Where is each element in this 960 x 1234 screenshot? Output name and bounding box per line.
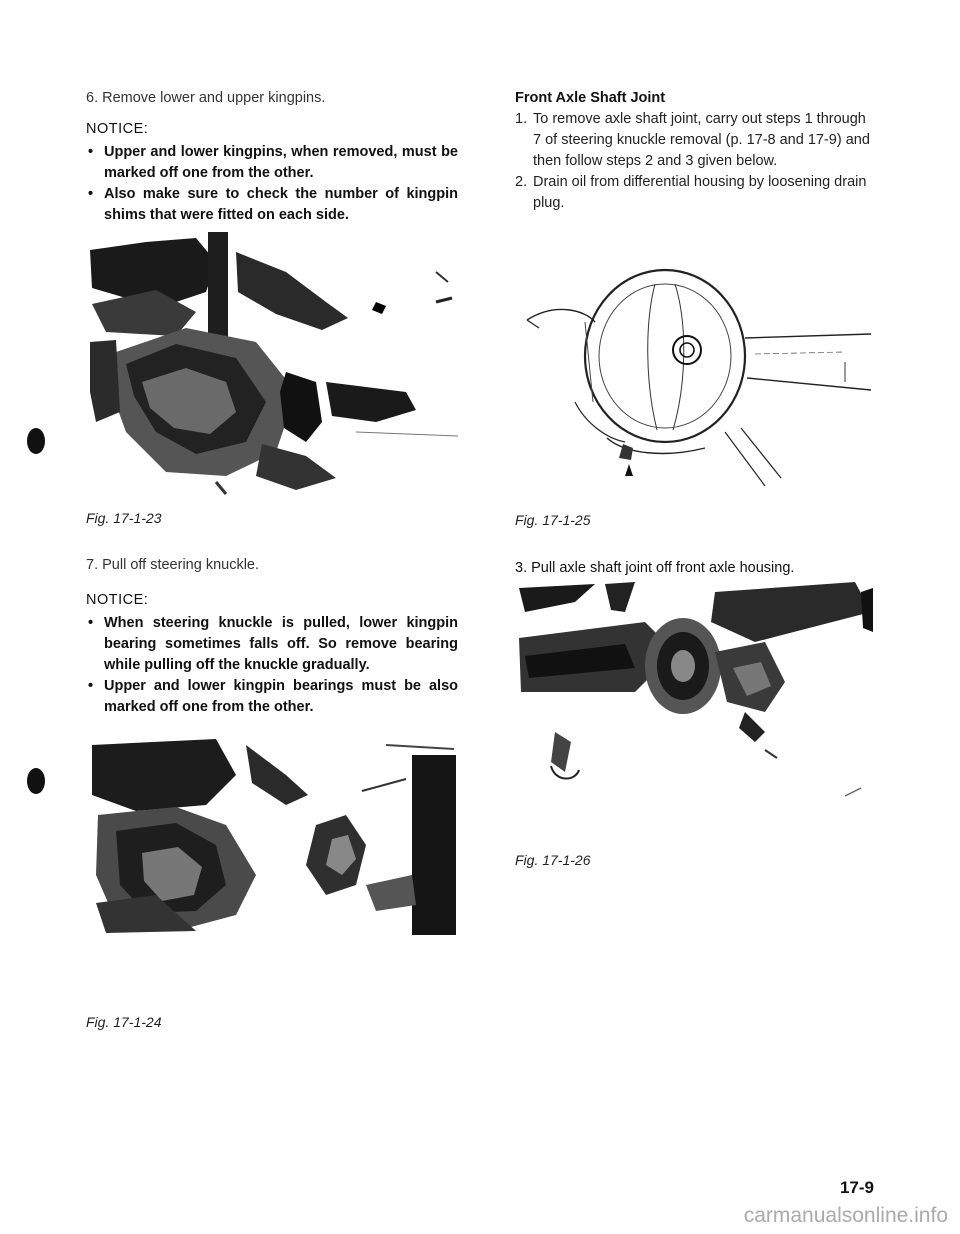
step-3-text: 3. Pull axle shaft joint off front axle housing.	[515, 560, 795, 576]
notice-label-2: NOTICE:	[86, 592, 149, 608]
step-number: 1.	[515, 111, 528, 127]
step-7-text: 7. Pull off steering knuckle.	[86, 557, 260, 573]
page-number: 17-9	[839, 1178, 874, 1197]
right-block-axle-joint	[515, 88, 875, 214]
figure-caption-24: Fig. 17-1-24	[86, 1014, 162, 1030]
axle-joint-steps	[515, 109, 875, 214]
figure-axle-joint-pull	[515, 582, 875, 812]
notice-list-1	[86, 142, 458, 226]
kingpin-removal-photo	[86, 232, 458, 502]
notice-item: • Upper and lower kingpins, when removed, must be marked off one from the other.	[86, 142, 458, 184]
axle-joint-pull-photo	[515, 582, 875, 812]
step-item	[515, 172, 875, 214]
step-6-text: 6. Remove lower and upper kingpins.	[86, 90, 326, 106]
figure-caption-26: Fig. 17-1-26	[515, 852, 591, 868]
figure-caption-25: Fig. 17-1-25	[515, 512, 591, 528]
watermark: carmanualsonline.info	[743, 1204, 948, 1227]
step-text: Drain oil from differential housing by loosening drain plug.	[533, 174, 867, 211]
notice-label-1: NOTICE:	[86, 121, 149, 137]
figure-caption-23: Fig. 17-1-23	[86, 510, 162, 526]
step-item	[515, 109, 875, 172]
notice-list-2	[86, 613, 458, 718]
left-block-step6	[86, 88, 458, 226]
figure-steering-knuckle	[86, 735, 458, 935]
figure-differential-housing	[515, 262, 875, 490]
left-block-step7	[86, 555, 458, 718]
steering-knuckle-photo	[86, 735, 458, 935]
differential-housing-drawing	[515, 262, 875, 490]
section-title: Front Axle Shaft Joint	[515, 90, 666, 106]
punch-hole-top	[27, 428, 45, 454]
figure-kingpin-removal	[86, 232, 458, 502]
step-text: To remove axle shaft joint, carry out steps 1 through 7 of steering knuckle removal (p. 17-8 and 17-9) and then follow steps 2 and 3 given below.	[533, 111, 870, 169]
notice-item: • When steering knuckle is pulled, lower kingpin bearing sometimes falls off. So remove bearing while pulling off the knuckle gradually.	[86, 613, 458, 676]
right-block-step3	[515, 558, 875, 579]
punch-hole-bottom	[27, 768, 45, 794]
notice-item: • Upper and lower kingpin bearings must be also marked off one from the other.	[86, 676, 458, 718]
step-number: 2.	[515, 174, 528, 190]
notice-item: • Also make sure to check the number of kingpin shims that were fitted on each side.	[86, 184, 458, 226]
